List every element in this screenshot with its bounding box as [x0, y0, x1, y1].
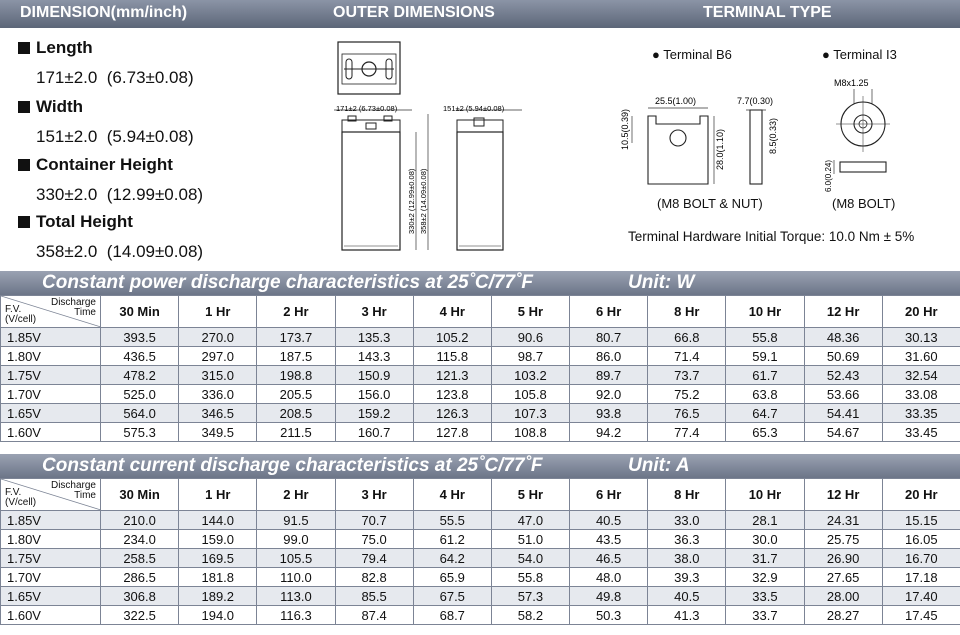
value-cell: 205.5	[257, 385, 335, 404]
value-cell: 258.5	[101, 549, 179, 568]
value-cell: 63.8	[726, 385, 804, 404]
dimension-label: Total Height	[36, 212, 133, 231]
value-cell: 38.0	[648, 549, 726, 568]
value-cell: 41.3	[648, 606, 726, 625]
value-cell: 436.5	[101, 347, 179, 366]
table-row	[1, 587, 960, 606]
value-cell: 49.8	[570, 587, 648, 606]
header-band	[0, 0, 960, 28]
b6-thickness-label: 7.7(0.30)	[737, 96, 774, 106]
column-header: 5 Hr	[491, 479, 569, 511]
value-cell: 105.8	[491, 385, 569, 404]
value-cell: 51.0	[491, 530, 569, 549]
column-header: 12 Hr	[804, 479, 882, 511]
value-cell: 194.0	[179, 606, 257, 625]
column-header: 2 Hr	[257, 296, 335, 328]
final-voltage-cell: 1.75V	[1, 549, 101, 568]
value-cell: 64.7	[726, 404, 804, 423]
value-cell: 94.2	[570, 423, 648, 442]
i3-caption: (M8 BOLT)	[832, 196, 896, 211]
value-cell: 17.45	[882, 606, 960, 625]
outer-dimensions-title: OUTER DIMENSIONS	[333, 4, 495, 21]
column-header: 1 Hr	[179, 479, 257, 511]
value-cell: 110.0	[257, 568, 335, 587]
final-voltage-cell: 1.65V	[1, 404, 101, 423]
value-cell: 33.35	[882, 404, 960, 423]
value-cell: 87.4	[335, 606, 413, 625]
table-row	[1, 511, 960, 530]
column-header: 8 Hr	[648, 296, 726, 328]
value-cell: 28.1	[726, 511, 804, 530]
bullet-dot-icon: ●	[652, 47, 660, 62]
value-cell: 66.8	[648, 328, 726, 347]
table-row	[1, 549, 960, 568]
value-cell: 189.2	[179, 587, 257, 606]
torque-note: Terminal Hardware Initial Torque: 10.0 Nm ± 5%	[628, 229, 915, 244]
value-cell: 150.9	[335, 366, 413, 385]
value-cell: 55.8	[491, 568, 569, 587]
table-row	[1, 385, 960, 404]
column-header: 3 Hr	[335, 296, 413, 328]
value-cell: 346.5	[179, 404, 257, 423]
value-cell: 39.3	[648, 568, 726, 587]
final-voltage-cell: 1.60V	[1, 423, 101, 442]
dimension-label: Container Height	[36, 155, 173, 174]
value-cell: 181.8	[179, 568, 257, 587]
value-cell: 67.5	[413, 587, 491, 606]
table-row	[1, 366, 960, 385]
value-cell: 32.9	[726, 568, 804, 587]
container-height-label: 330±2 (12.99±0.08)	[407, 168, 416, 234]
value-cell: 65.3	[726, 423, 804, 442]
value-cell: 144.0	[179, 511, 257, 530]
value-cell: 86.0	[570, 347, 648, 366]
front-view-drawing	[342, 116, 400, 250]
value-cell: 54.67	[804, 423, 882, 442]
discharge-time-label: Discharge Time	[50, 297, 96, 318]
outer-dimensions-drawing	[326, 34, 536, 256]
value-cell: 115.8	[413, 347, 491, 366]
current-table-title: Constant current discharge characteristics at 25˚C/77˚F	[42, 455, 543, 476]
value-cell: 24.31	[804, 511, 882, 530]
value-cell: 15.15	[882, 511, 960, 530]
value-cell: 90.6	[491, 328, 569, 347]
column-header: 1 Hr	[179, 296, 257, 328]
value-cell: 33.45	[882, 423, 960, 442]
final-voltage-cell: 1.80V	[1, 530, 101, 549]
value-cell: 234.0	[101, 530, 179, 549]
value-cell: 525.0	[101, 385, 179, 404]
value-cell: 187.5	[257, 347, 335, 366]
bullet-square-icon	[18, 159, 30, 171]
value-cell: 169.5	[179, 549, 257, 568]
value-cell: 65.9	[413, 568, 491, 587]
value-cell: 76.5	[648, 404, 726, 423]
value-cell: 127.8	[413, 423, 491, 442]
column-header: 10 Hr	[726, 479, 804, 511]
final-voltage-cell: 1.85V	[1, 328, 101, 347]
value-cell: 105.2	[413, 328, 491, 347]
table-row	[1, 404, 960, 423]
bullet-square-icon	[18, 42, 30, 54]
terminal-b6-label	[652, 47, 732, 62]
value-cell: 89.7	[570, 366, 648, 385]
final-voltage-cell: 1.60V	[1, 606, 101, 625]
value-cell: 107.3	[491, 404, 569, 423]
value-cell: 91.5	[257, 511, 335, 530]
current-table-header	[0, 454, 960, 478]
power-table-unit: Unit: W	[628, 272, 695, 293]
dimension-title: DIMENSION(mm/inch)	[20, 4, 188, 21]
value-cell: 33.7	[726, 606, 804, 625]
column-header: 20 Hr	[882, 479, 960, 511]
final-voltage-label: F.V. (V/cell)	[5, 304, 37, 325]
value-cell: 68.7	[413, 606, 491, 625]
value-cell: 17.40	[882, 587, 960, 606]
value-cell: 26.90	[804, 549, 882, 568]
value-cell: 286.5	[101, 568, 179, 587]
value-cell: 47.0	[491, 511, 569, 530]
value-cell: 64.2	[413, 549, 491, 568]
value-cell: 210.0	[101, 511, 179, 530]
value-cell: 58.2	[491, 606, 569, 625]
final-voltage-label: F.V. (V/cell)	[5, 487, 37, 508]
b6-left-label: 10.5(0.39)	[620, 108, 630, 150]
column-header: 30 Min	[101, 296, 179, 328]
value-cell: 55.8	[726, 328, 804, 347]
table-corner-cell	[1, 296, 101, 328]
value-cell: 54.0	[491, 549, 569, 568]
value-cell: 31.60	[882, 347, 960, 366]
dimension-total-height	[18, 212, 203, 262]
value-cell: 135.3	[335, 328, 413, 347]
value-cell: 306.8	[101, 587, 179, 606]
value-cell: 36.3	[648, 530, 726, 549]
value-cell: 28.27	[804, 606, 882, 625]
value-cell: 121.3	[413, 366, 491, 385]
value-cell: 61.7	[726, 366, 804, 385]
table-header-row	[1, 296, 960, 328]
value-cell: 50.3	[570, 606, 648, 625]
bullet-dot-icon: ●	[822, 47, 830, 62]
value-cell: 173.7	[257, 328, 335, 347]
column-header: 6 Hr	[570, 296, 648, 328]
column-header: 6 Hr	[570, 479, 648, 511]
value-cell: 77.4	[648, 423, 726, 442]
value-cell: 80.7	[570, 328, 648, 347]
value-cell: 73.7	[648, 366, 726, 385]
value-cell: 52.43	[804, 366, 882, 385]
table-row	[1, 328, 960, 347]
column-header: 20 Hr	[882, 296, 960, 328]
final-voltage-cell: 1.70V	[1, 568, 101, 587]
top-view-drawing	[338, 42, 400, 94]
value-cell: 92.0	[570, 385, 648, 404]
value-cell: 55.5	[413, 511, 491, 530]
value-cell: 57.3	[491, 587, 569, 606]
value-cell: 105.5	[257, 549, 335, 568]
value-cell: 575.3	[101, 423, 179, 442]
value-cell: 40.5	[570, 511, 648, 530]
value-cell: 46.5	[570, 549, 648, 568]
value-cell: 159.2	[335, 404, 413, 423]
value-cell: 75.0	[335, 530, 413, 549]
value-cell: 211.5	[257, 423, 335, 442]
value-cell: 123.8	[413, 385, 491, 404]
current-table-unit: Unit: A	[628, 455, 690, 476]
value-cell: 103.2	[491, 366, 569, 385]
value-cell: 270.0	[179, 328, 257, 347]
value-cell: 93.8	[570, 404, 648, 423]
value-cell: 198.8	[257, 366, 335, 385]
value-cell: 85.5	[335, 587, 413, 606]
value-cell: 315.0	[179, 366, 257, 385]
value-cell: 40.5	[648, 587, 726, 606]
value-cell: 48.0	[570, 568, 648, 587]
value-cell: 50.69	[804, 347, 882, 366]
value-cell: 71.4	[648, 347, 726, 366]
value-cell: 61.2	[413, 530, 491, 549]
side-view-drawing	[457, 118, 503, 250]
table-row	[1, 568, 960, 587]
value-cell: 322.5	[101, 606, 179, 625]
column-header: 12 Hr	[804, 296, 882, 328]
value-cell: 16.70	[882, 549, 960, 568]
final-voltage-cell: 1.80V	[1, 347, 101, 366]
value-cell: 297.0	[179, 347, 257, 366]
i3-height-label: 6.0(0.24)	[824, 159, 833, 192]
column-header: 30 Min	[101, 479, 179, 511]
power-discharge-table	[0, 295, 960, 442]
value-cell: 79.4	[335, 549, 413, 568]
dimension-width	[18, 97, 194, 147]
value-cell: 54.41	[804, 404, 882, 423]
table-header-row	[1, 479, 960, 511]
value-cell: 336.0	[179, 385, 257, 404]
dimension-value: 151±2.0 (5.94±0.08)	[36, 127, 194, 146]
table-row	[1, 423, 960, 442]
dimension-container-height	[18, 155, 203, 205]
value-cell: 156.0	[335, 385, 413, 404]
final-voltage-cell: 1.85V	[1, 511, 101, 530]
column-header: 8 Hr	[648, 479, 726, 511]
terminal-i3-name: Terminal I3	[833, 47, 897, 62]
value-cell: 75.2	[648, 385, 726, 404]
value-cell: 159.0	[179, 530, 257, 549]
terminal-i3-label	[822, 47, 897, 62]
column-header: 4 Hr	[413, 479, 491, 511]
value-cell: 27.65	[804, 568, 882, 587]
value-cell: 160.7	[335, 423, 413, 442]
b6-width-label: 25.5(1.00)	[655, 96, 697, 106]
bullet-square-icon	[18, 101, 30, 113]
side-width-label: 151±2 (5.94±0.08)	[443, 104, 505, 113]
value-cell: 30.13	[882, 328, 960, 347]
value-cell: 32.54	[882, 366, 960, 385]
value-cell: 82.8	[335, 568, 413, 587]
value-cell: 349.5	[179, 423, 257, 442]
value-cell: 31.7	[726, 549, 804, 568]
value-cell: 33.0	[648, 511, 726, 530]
table-row	[1, 606, 960, 625]
final-voltage-cell: 1.65V	[1, 587, 101, 606]
terminal-b6-name: Terminal B6	[663, 47, 732, 62]
value-cell: 70.7	[335, 511, 413, 530]
dimension-value: 171±2.0 (6.73±0.08)	[36, 68, 194, 87]
value-cell: 126.3	[413, 404, 491, 423]
table-corner-cell	[1, 479, 101, 511]
column-header: 10 Hr	[726, 296, 804, 328]
final-voltage-cell: 1.70V	[1, 385, 101, 404]
column-header: 4 Hr	[413, 296, 491, 328]
value-cell: 16.05	[882, 530, 960, 549]
total-height-label: 358±2 (14.09±0.08)	[419, 168, 428, 234]
value-cell: 116.3	[257, 606, 335, 625]
terminal-type-title: TERMINAL TYPE	[703, 4, 832, 21]
value-cell: 393.5	[101, 328, 179, 347]
value-cell: 25.75	[804, 530, 882, 549]
value-cell: 98.7	[491, 347, 569, 366]
terminal-i3-drawing	[818, 76, 918, 196]
power-table-title: Constant power discharge characteristics at 25˚C/77˚F	[42, 272, 533, 293]
value-cell: 43.5	[570, 530, 648, 549]
column-header: 5 Hr	[491, 296, 569, 328]
value-cell: 564.0	[101, 404, 179, 423]
value-cell: 33.5	[726, 587, 804, 606]
dimension-value: 358±2.0 (14.09±0.08)	[36, 242, 204, 261]
value-cell: 478.2	[101, 366, 179, 385]
column-header: 3 Hr	[335, 479, 413, 511]
terminal-b6-drawing	[610, 88, 810, 193]
b6-height-label: 28.0(1.10)	[715, 128, 725, 170]
discharge-time-label: Discharge Time	[50, 480, 96, 501]
bullet-square-icon	[18, 216, 30, 228]
value-cell: 143.3	[335, 347, 413, 366]
front-width-label: 171±2 (6.73±0.08)	[336, 104, 398, 113]
value-cell: 208.5	[257, 404, 335, 423]
value-cell: 53.66	[804, 385, 882, 404]
column-header: 2 Hr	[257, 479, 335, 511]
value-cell: 30.0	[726, 530, 804, 549]
final-voltage-cell: 1.75V	[1, 366, 101, 385]
dimension-label: Length	[36, 38, 93, 57]
value-cell: 108.8	[491, 423, 569, 442]
dimension-length	[18, 38, 194, 88]
value-cell: 48.36	[804, 328, 882, 347]
table-row	[1, 530, 960, 549]
table-row	[1, 347, 960, 366]
power-table-header	[0, 271, 960, 295]
b6-caption: (M8 BOLT & NUT)	[657, 196, 763, 211]
dimension-label: Width	[36, 97, 84, 116]
value-cell: 28.00	[804, 587, 882, 606]
b6-right-label: 8.5(0.33)	[768, 117, 778, 154]
current-discharge-table	[0, 478, 960, 625]
dimension-value: 330±2.0 (12.99±0.08)	[36, 185, 204, 204]
value-cell: 59.1	[726, 347, 804, 366]
value-cell: 113.0	[257, 587, 335, 606]
value-cell: 99.0	[257, 530, 335, 549]
i3-thread-label: M8x1.25	[834, 78, 869, 88]
value-cell: 33.08	[882, 385, 960, 404]
value-cell: 17.18	[882, 568, 960, 587]
